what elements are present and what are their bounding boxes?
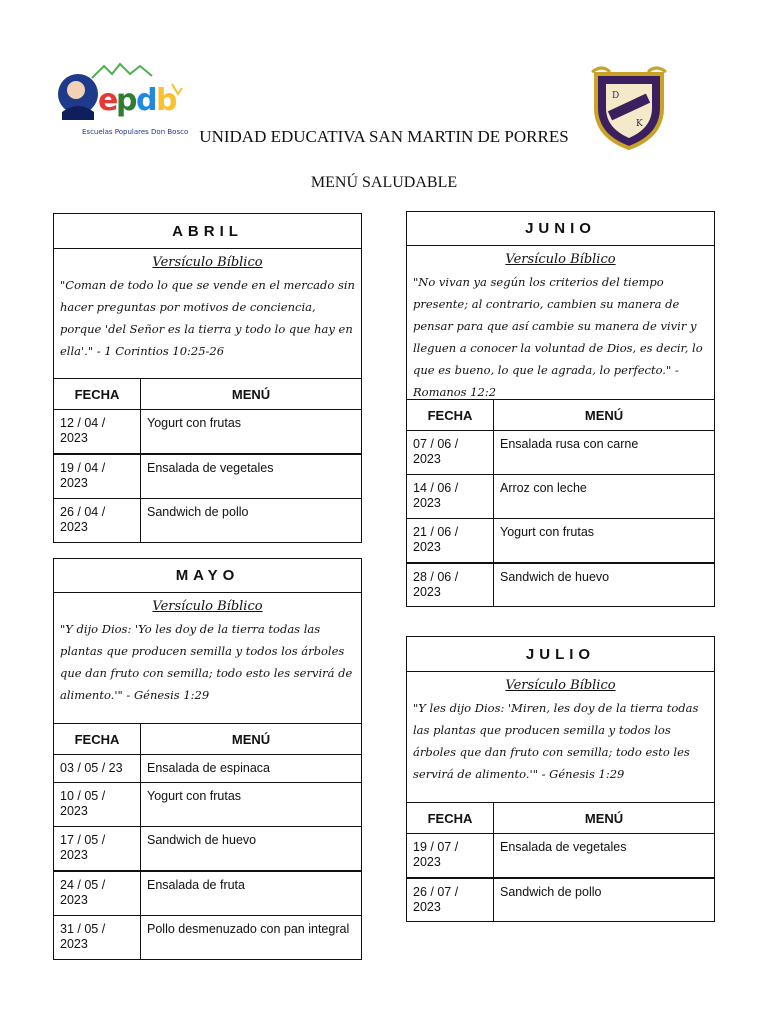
verse-text: "Y dijo Dios: 'Yo les doy de la tierra todas las plantas que producen semilla y todos los árboles que dan fruto con semilla; todo esto les servirá de alimento.'" - Génesis 1:29 — [60, 622, 353, 702]
menu-header: MENÚ — [584, 810, 624, 826]
menu-cell: Yogurt con frutas — [500, 525, 595, 539]
table-row — [407, 475, 714, 519]
menu-cell: Arroz con leche — [500, 481, 587, 495]
date-cell: 12 / 04 / 2023 — [54, 410, 141, 453]
menu-cell: Ensalada de vegetales — [147, 461, 274, 475]
menu-cell: Sandwich de huevo — [500, 570, 610, 584]
date-cell: 17 / 05 / 2023 — [54, 827, 141, 870]
verse-heading: Versículo Bíblico — [152, 599, 263, 614]
date-cell: 28 / 06 / 2023 — [407, 564, 494, 606]
svg-text:p: p — [116, 83, 138, 118]
menu-header: MENÚ — [231, 731, 271, 747]
table-header — [407, 803, 714, 834]
verse-block — [407, 672, 714, 803]
verse-text: "Coman de todo lo que se vende en el mercado sin hacer preguntas por motivos de conciencia, porque 'del Señor es la tierra y todo lo que hay en ella'." - 1 Corintios 10:25-26 — [60, 278, 355, 358]
menu-cell: Ensalada de espinaca — [147, 761, 271, 775]
table-row — [407, 564, 714, 606]
table-row — [54, 872, 361, 916]
menu-cell: Sandwich de huevo — [147, 833, 257, 847]
table-header — [407, 400, 714, 431]
verse-block — [54, 249, 361, 379]
menu-cell: Sandwich de pollo — [147, 505, 249, 519]
menu-header: MENÚ — [584, 407, 624, 423]
date-cell: 10 / 05 / 2023 — [54, 783, 141, 826]
table-row — [54, 410, 361, 455]
menu-cell: Yogurt con frutas — [147, 416, 242, 430]
month-julio — [406, 636, 715, 922]
svg-text:D: D — [612, 91, 620, 101]
table-row — [407, 834, 714, 879]
date-cell: 31 / 05 / 2023 — [54, 916, 141, 959]
date-header: FECHA — [407, 400, 494, 430]
menu-subtitle: MENÚ SALUDABLE — [310, 174, 458, 191]
verse-block — [407, 246, 714, 400]
date-cell: 24 / 05 / 2023 — [54, 872, 141, 915]
verse-heading: Versículo Bíblico — [505, 678, 616, 693]
verse-text: "No vivan ya según los criterios del tiempo presente; al contrario, cambien su manera de pensar para que así cambie su manera de vivir y lleguen a conocer la voluntad de Dios, es decir, lo que es bueno, lo que le agrada, lo perfecto." - Romanos 12:2 — [413, 275, 703, 399]
table-row — [54, 499, 361, 542]
menu-header: MENÚ — [231, 386, 271, 402]
verse-block — [54, 593, 361, 724]
date-cell: 03 / 05 / 23 — [54, 755, 141, 782]
menu-cell: Ensalada rusa con carne — [500, 437, 639, 451]
table-header — [54, 724, 361, 755]
table-row — [54, 827, 361, 872]
menu-cell: Ensalada de vegetales — [500, 840, 627, 854]
table-row — [54, 455, 361, 499]
verse-text: "Y les dijo Dios: 'Miren, les doy de la tierra todas las plantas que producen semilla y todos los árboles que dan fruto con semilla; todo esto les servirá de alimento.'" - Génesis 1:29 — [413, 701, 699, 781]
month-abril — [53, 213, 362, 543]
menu-cell: Yogurt con frutas — [147, 789, 242, 803]
menu-cell: Sandwich de pollo — [500, 885, 602, 899]
date-cell: 07 / 06 / 2023 — [407, 431, 494, 474]
school-name: UNIDAD EDUCATIVA SAN MARTIN DE PORRES — [199, 127, 569, 146]
date-cell: 26 / 04 / 2023 — [54, 499, 141, 542]
date-cell: 14 / 06 / 2023 — [407, 475, 494, 518]
table-row — [54, 755, 361, 783]
month-title: JULIO — [407, 637, 714, 672]
table-row — [407, 431, 714, 475]
svg-text:b: b — [156, 83, 178, 118]
svg-text:d: d — [136, 83, 158, 118]
date-header: FECHA — [54, 379, 141, 409]
month-title: MAYO — [54, 559, 361, 593]
month-junio — [406, 211, 715, 607]
table-row — [54, 916, 361, 959]
date-header: FECHA — [54, 724, 141, 754]
date-cell: 26 / 07 / 2023 — [407, 879, 494, 921]
table-row — [54, 783, 361, 827]
date-cell: 19 / 04 / 2023 — [54, 455, 141, 498]
svg-text:Escuelas Populares Don Bosco: Escuelas Populares Don Bosco — [82, 128, 188, 136]
table-row — [407, 879, 714, 921]
date-cell: 19 / 07 / 2023 — [407, 834, 494, 877]
month-title: JUNIO — [407, 212, 714, 246]
verse-heading: Versículo Bíblico — [152, 255, 263, 270]
svg-text:K: K — [636, 119, 643, 129]
menu-cell: Ensalada de fruta — [147, 878, 245, 892]
date-cell: 21 / 06 / 2023 — [407, 519, 494, 562]
date-header: FECHA — [407, 803, 494, 833]
menu-cell: Pollo desmenuzado con pan integral — [147, 922, 350, 936]
month-mayo — [53, 558, 362, 960]
table-row — [407, 519, 714, 564]
svg-text:e: e — [98, 83, 119, 118]
table-header — [54, 379, 361, 410]
verse-heading: Versículo Bíblico — [505, 252, 616, 267]
month-title: ABRIL — [54, 214, 361, 249]
